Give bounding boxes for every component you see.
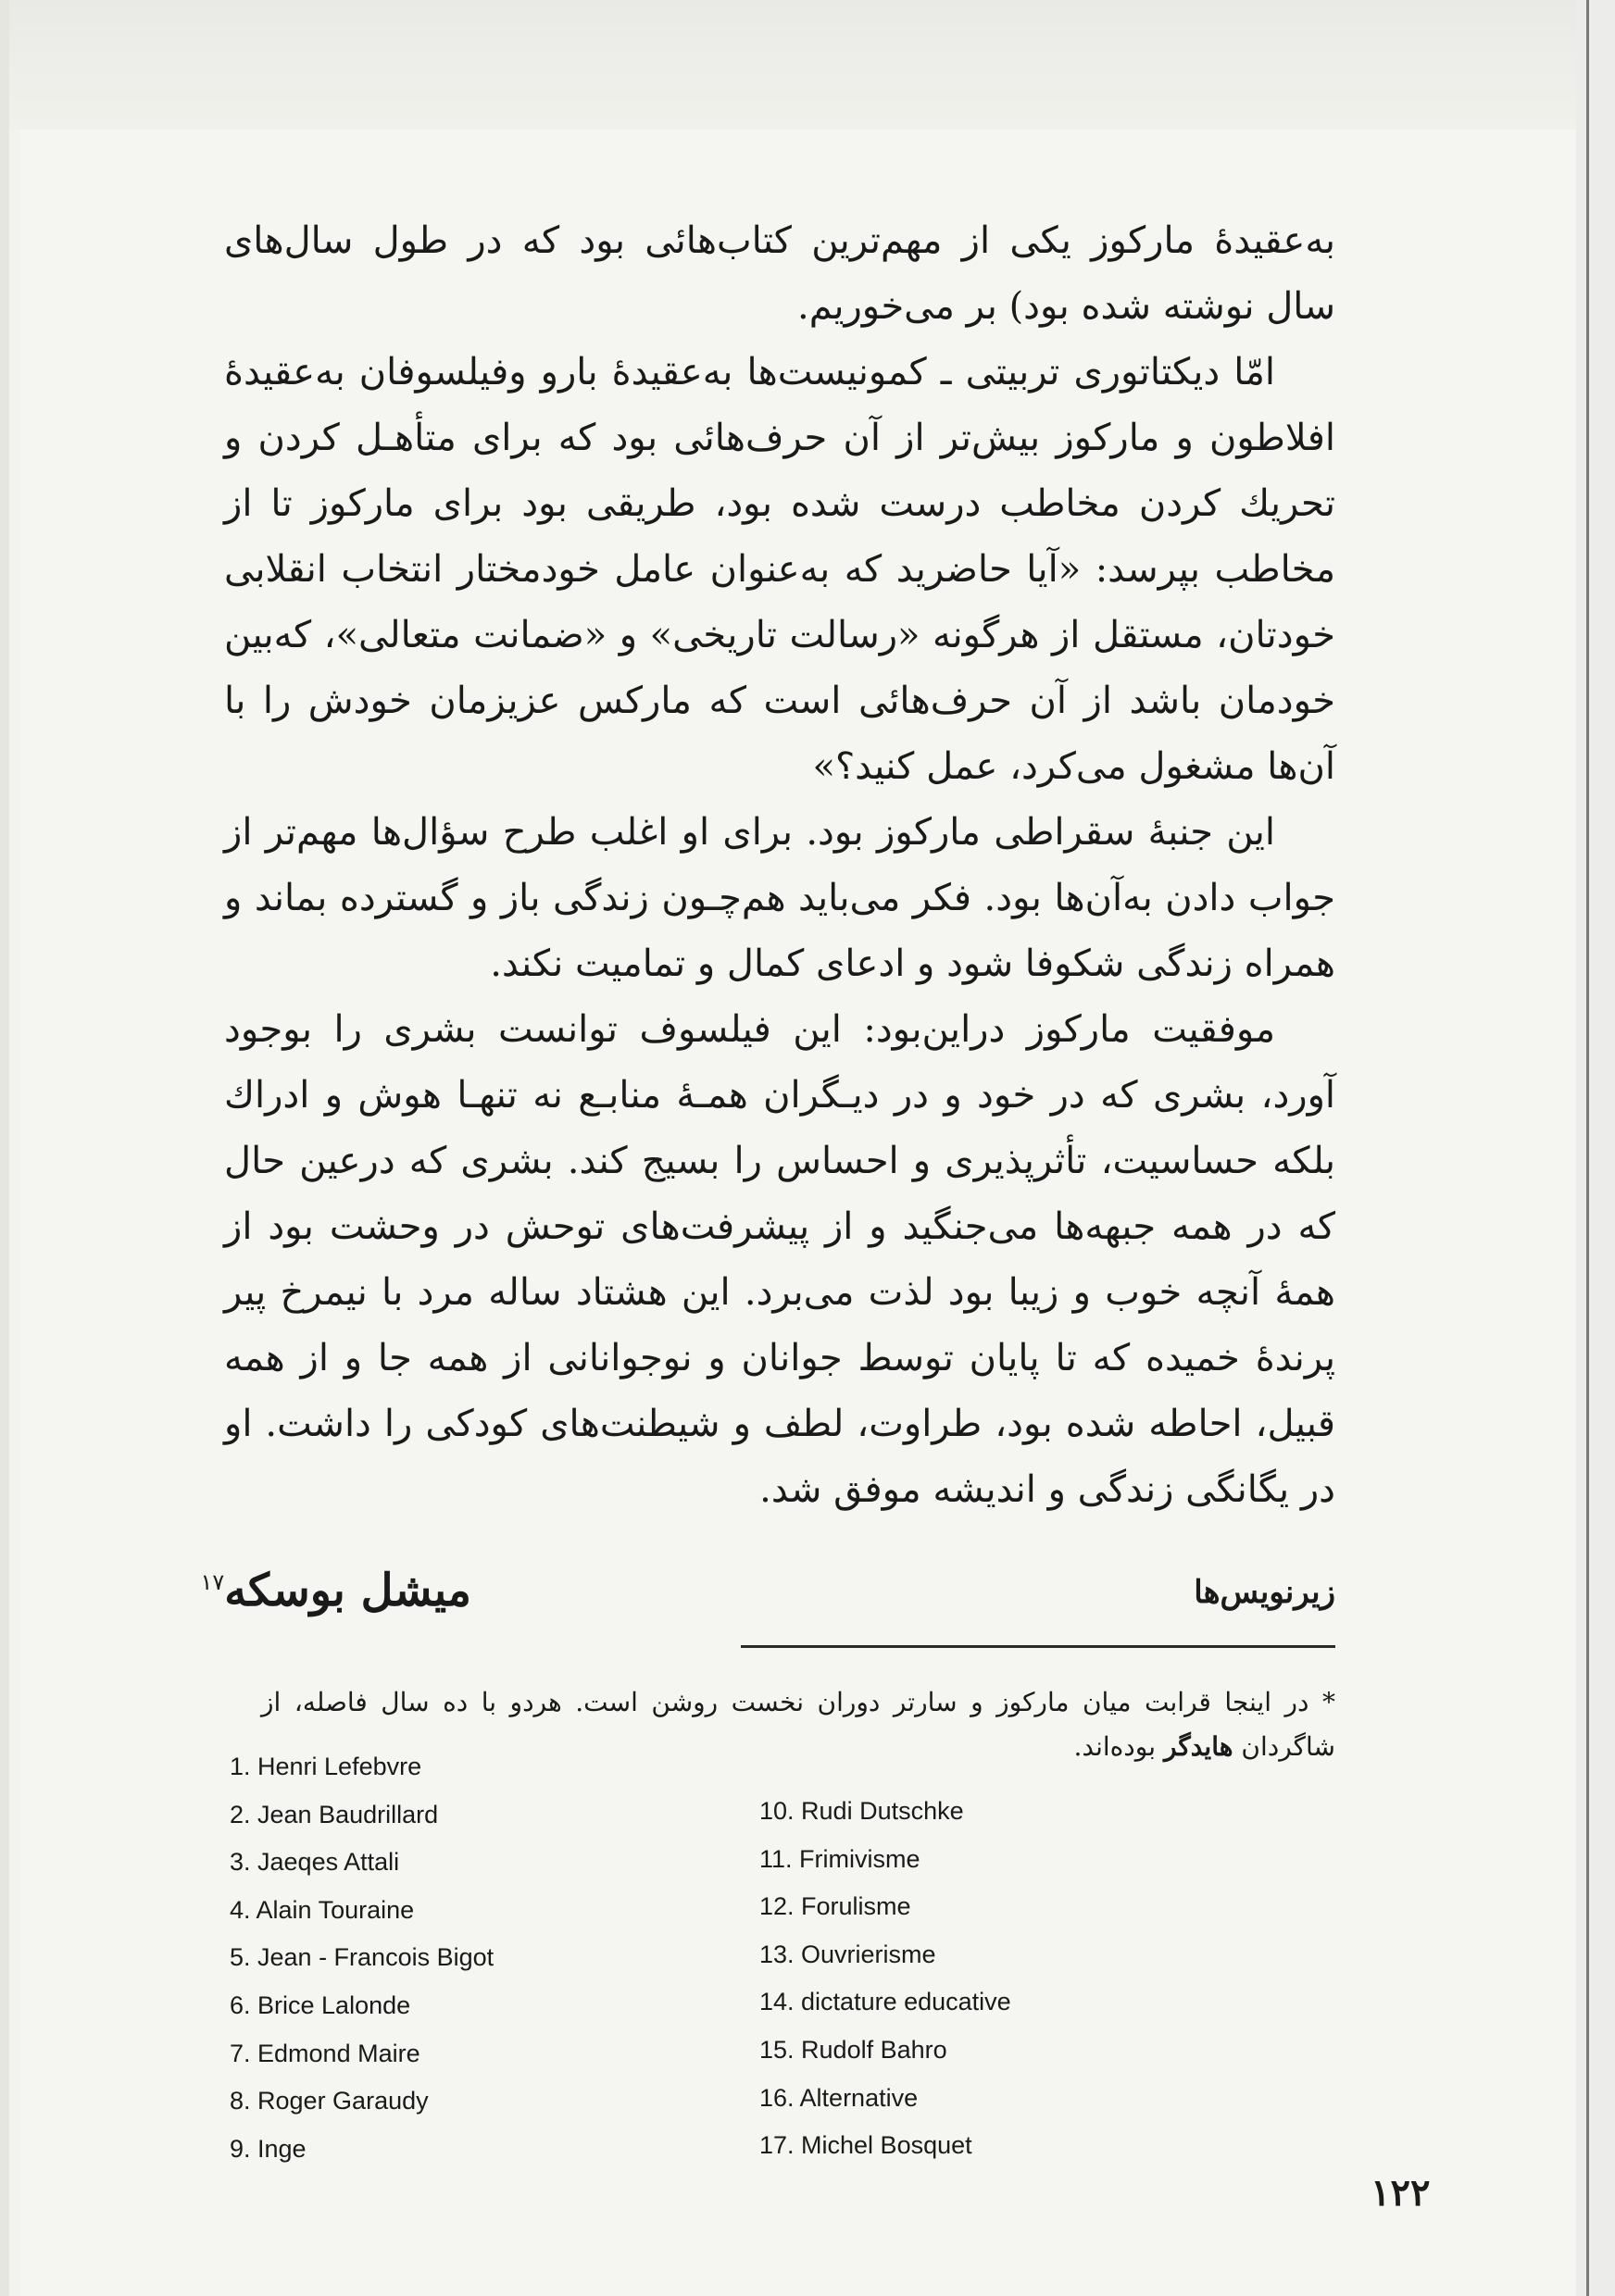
author-footnote-marker: ۱۷ (200, 1569, 225, 1595)
references-left-column (230, 1753, 494, 2182)
reference-item: 9. Inge (230, 2134, 307, 2163)
page-binding-line (1586, 0, 1589, 2296)
references-right-column (759, 1797, 1011, 2179)
author-name: میشل بوسکه (224, 1565, 471, 1616)
reference-item: 14. dictature educative (759, 1988, 1011, 2016)
footnotes-heading: زیرنویس‌ها (1194, 1574, 1335, 1611)
reference-item: 5. Jean - Francois Bigot (230, 1943, 495, 1972)
reference-item: 10. Rudi Dutschke (759, 1797, 964, 1825)
footnote-note-prefix: * در اینجا قرابت میان مارکوز و سارتر دوران نخست روشن است. هردو با ده سال فاصله، از شاگردان (261, 1687, 1335, 1762)
reference-item: 12. Forulisme (759, 1892, 911, 1921)
scan-top-strip (0, 0, 1615, 130)
reference-item: 15. Rudolf Bahro (759, 2035, 947, 2064)
reference-item: 6. Brice Lalonde (230, 1990, 411, 2019)
paragraph-4: موفقیت مارکوز دراین‌بود: این فیلسوف توانست بشری را بوجود آورد، بشری که در خود و در دیـگران همـهٔ منابـع نه تنهـا هوش و ادراك بلکه حساسیت، تأثرپذیری و احساس را بسیج کند. بشری که درعین حال که در همه جبهه‌ها می‌جنگید و از پیشرفت‌های توحش در وحشت بود از همهٔ آنچه خوب و زیبا بود لذت می‌برد. این هشتاد ساله مرد با نیمرخ پیر پرندهٔ خمیده که تا پایان توسط جوانان و نوجوانانی از همه جا و از همه قبیل، احاطه شده بود، طراوت، لطف و شیطنت‌های کودکی را داشت. او در یگانگی زندگی و اندیشه موفق شد. (224, 1008, 1335, 1511)
footnote-note-suffix: بوده‌اند. (1073, 1731, 1164, 1762)
paragraph-1: به‌عقیدهٔ مارکوز یکی از مهم‌ترین کتاب‌هائی بود که در طول سال‌های سال نوشته شده بود) بر می‌خوریم. (224, 219, 1335, 328)
reference-item: 4. Alain Touraine (230, 1895, 415, 1924)
footnote-note-bold: هایدگر (1163, 1731, 1233, 1762)
page-left-edge (0, 0, 9, 2296)
page-right-edge (1576, 0, 1615, 2296)
reference-item: 16. Alternative (759, 2083, 919, 2112)
main-body-text (224, 208, 1335, 1523)
page-number: ۱۲۲ (1371, 2171, 1431, 2215)
reference-item: 11. Frimivisme (759, 1844, 920, 1873)
reference-item: 8. Roger Garaudy (230, 2087, 429, 2115)
reference-item: 17. Michel Bosquet (759, 2131, 972, 2160)
paragraph-3: این جنبهٔ سقراطی مارکوز بود. برای او اغلب طرح سؤال‌ها مهم‌تر از جواب دادن به‌آن‌ها بود. فکر می‌باید هم‌چـون زندگی باز و گسترده بماند و همراه زندگی شکوفا شود و ادعای کمال و تمامیت نکند. (224, 811, 1335, 985)
reference-item: 7. Edmond Maire (230, 2039, 420, 2067)
reference-item: 2. Jean Baudrillard (230, 1800, 439, 1828)
footnotes-rule (741, 1645, 1335, 1648)
reference-item: 3. Jaeqes Attali (230, 1848, 400, 1877)
reference-item: 13. Ouvrierisme (759, 1940, 936, 1968)
reference-item: 1. Henri Lefebvre (230, 1753, 422, 1780)
author-heading (201, 1565, 471, 1616)
paragraph-2: امّا دیکتاتوری تربیتی ـ کمونیست‌ها به‌عقیدهٔ بارو وفیلسوفان به‌عقیدهٔ افلاطون و مارکوز بیش‌تر از آن حرف‌هائی بود که برای متأهـل کردن و تحریك کردن مخاطب درست شده بود، طریقی بود برای مارکوز تا از مخاطب بپرسد: «آیا حاضرید که به‌عنوان عامل خودمختار انتخاب انقلابی خودتان، مستقل از هرگونه «رسالت تاریخی» و «ضمانت متعالی»، که‌بین خودمان باشد از آن حرف‌هائی است که مارکس عزیزمان خودش را با آن‌ها مشغول می‌کرد، عمل کنید؟» (224, 351, 1335, 788)
